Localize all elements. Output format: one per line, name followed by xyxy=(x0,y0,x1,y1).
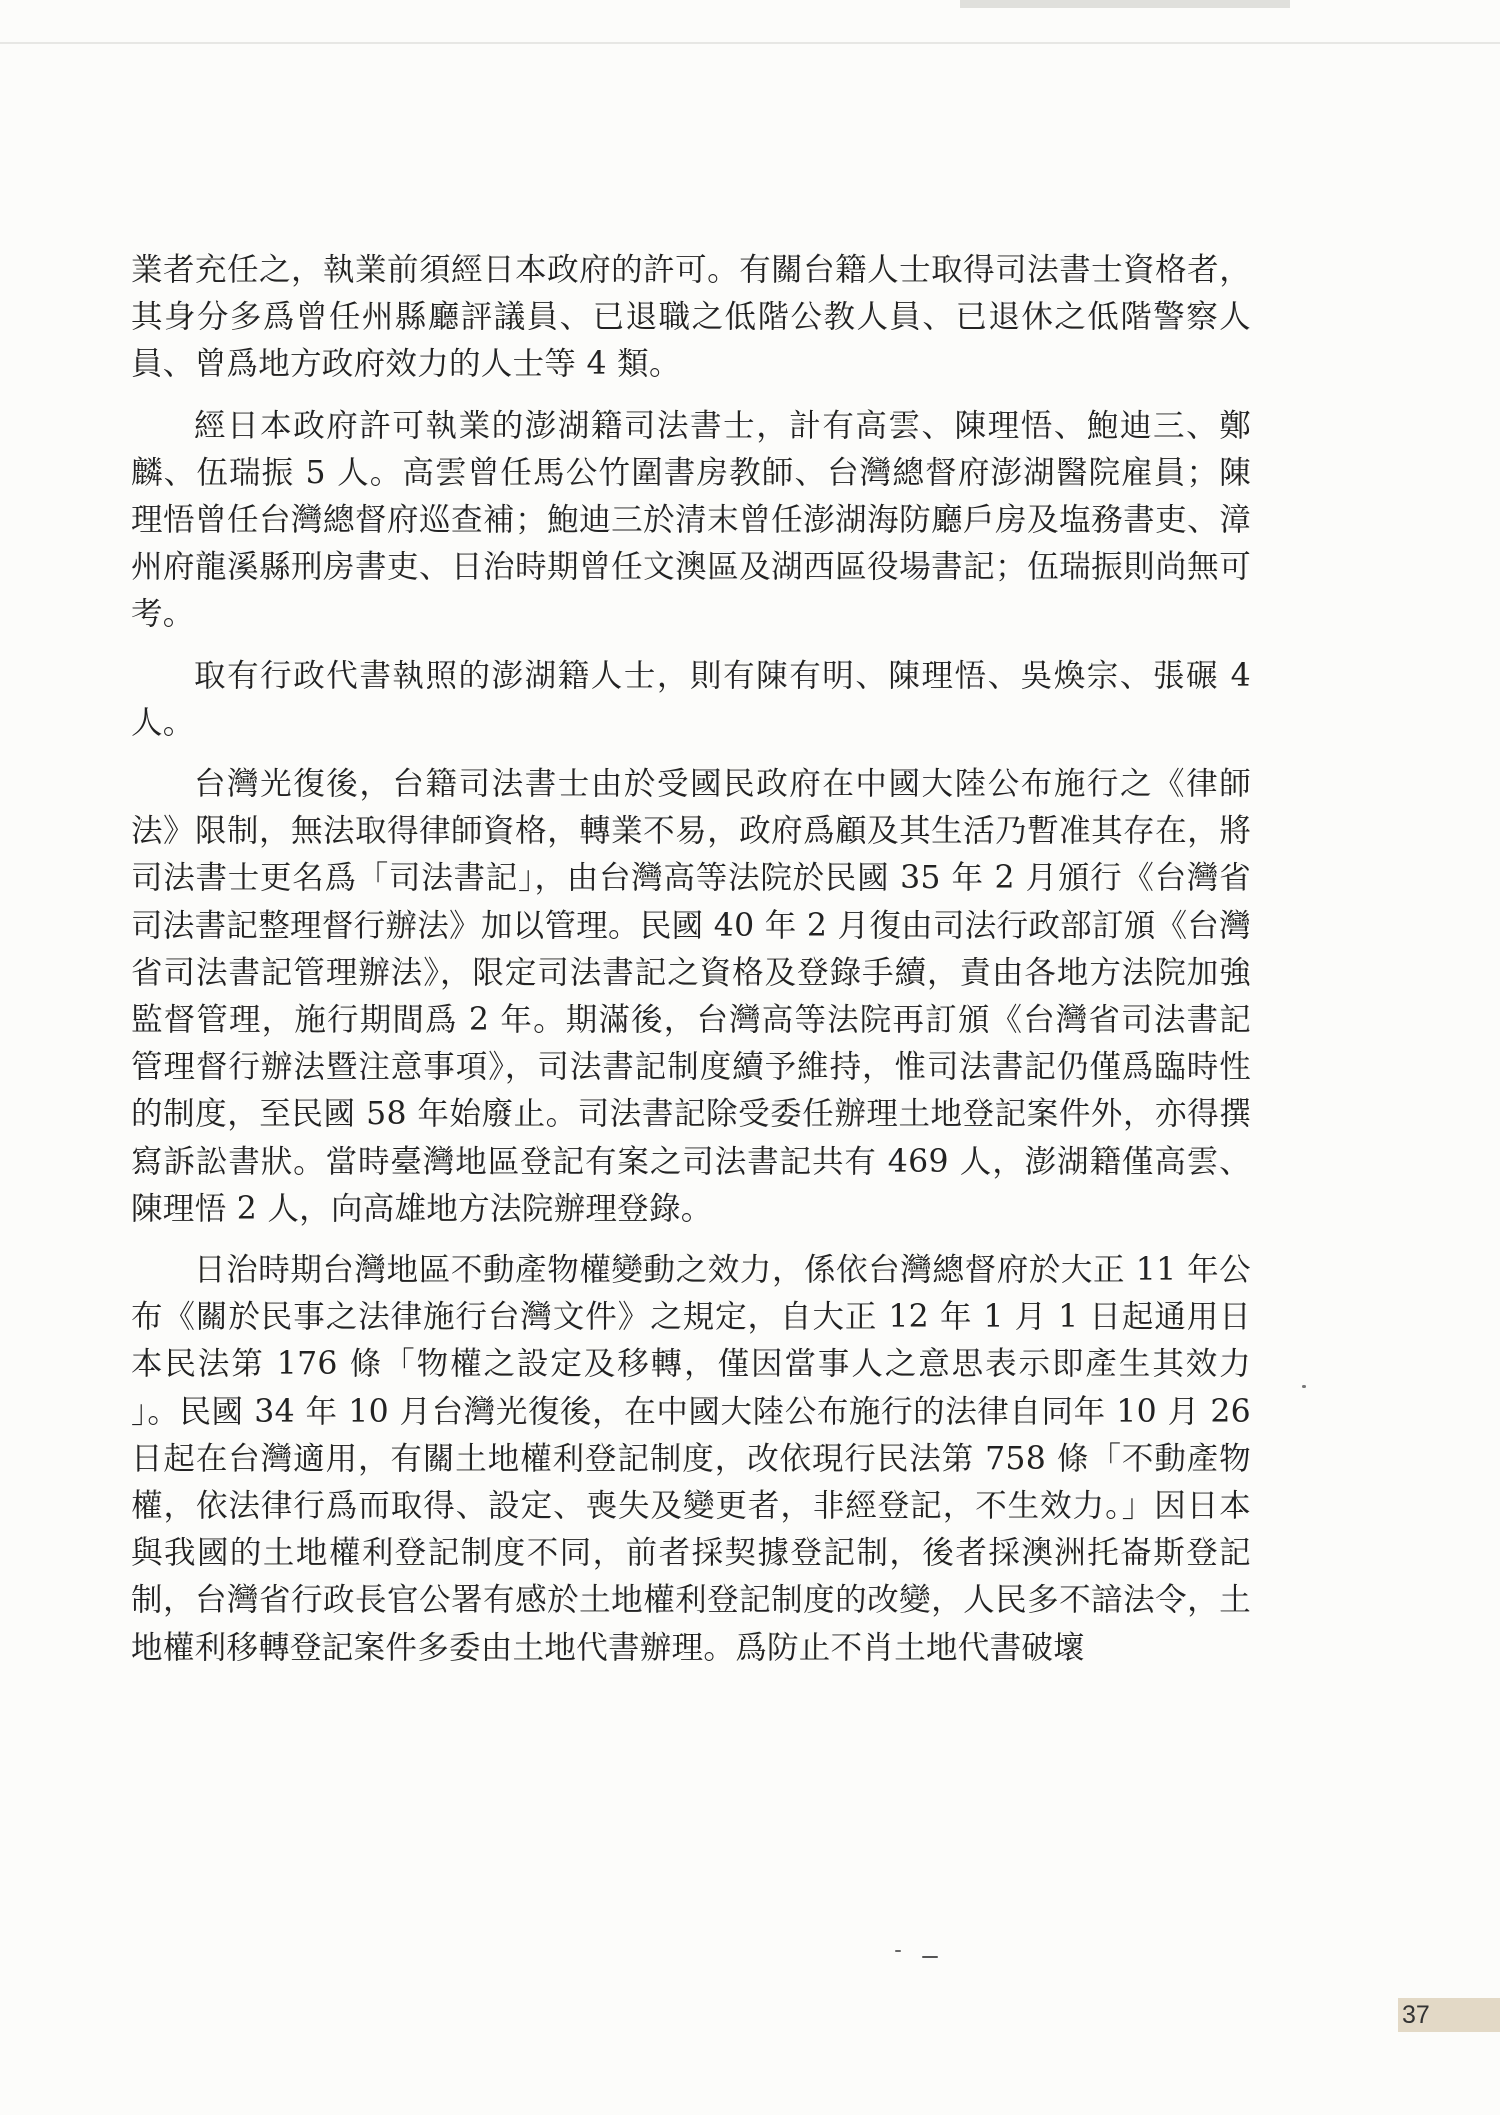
scan-speck xyxy=(1302,1385,1306,1388)
paragraph-4: 台灣光復後，台籍司法書士由於受國民政府在中國大陸公布施行之《律師法》限制，無法取得律師資格，轉業不易，政府爲顧及其生活乃暫准其存在，將司法書士更名爲「司法書記」，由台灣高等法院於民國 35 年 2 月頒行《台灣省司法書記整理督行辦法》加以管理。民國 40 年 2 月復由司法行政部訂頒《台灣省司法書記管理辦法》，限定司法書記之資格及登錄手續，責由各地方法院加強監督管理，施行期間爲 2 年。期滿後，台灣高等法院再訂頒《台灣省司法書記管理督行辦法暨注意事項》，司法書記制度續予維持，惟司法書記仍僅爲臨時性的制度，至民國 58 年始廢止。司法書記除受委任辦理土地登記案件外，亦得撰寫訴訟書狀。當時臺灣地區登記有案之司法書記共有 469 人，澎湖籍僅高雲、陳理悟 2 人，向高雄地方法院辦理登錄。 xyxy=(131,766,1251,1227)
scan-speck xyxy=(895,1950,901,1952)
paragraph-2: 經日本政府許可執業的澎湖籍司法書士，計有高雲、陳理悟、鮑迪三、鄭麟、伍瑞振 5 人。高雲曾任馬公竹圍書房教師、台灣總督府澎湖醫院雇員；陳理悟曾任台灣總督府巡查補；鮑迪三於清末曾任澎湖海防廳戶房及塩務書吏、漳州府龍溪縣刑房書吏、日治時期曾任文澳區及湖西區役場書記；伍瑞振則尚無可考。 xyxy=(131,407,1251,633)
page-number: 37 xyxy=(1402,2001,1430,2029)
body-text xyxy=(131,247,1251,1672)
paragraph-5: 日治時期台灣地區不動產物權變動之效力，係依台灣總督府於大正 11 年公布《關於民事之法律施行台灣文件》之規定，自大正 12 年 1 月 1 日起通用日本民法第 176 條「物權之設定及移轉，僅因當事人之意思表示即產生其效力 」。民國 34 年 10 月台灣光復後，在中國大陸公布施行的法律自同年 10 月 26 日起在台灣適用，有關土地權利登記制度，改依現行民法第 758 條「不動產物權，依法律行爲而取得、設定、喪失及變更者，非經登記，不生效力。」因日本與我國的土地權利登記制度不同，前者採契據登記制，後者採澳洲托崙斯登記制，台灣省行政長官公署有感於土地權利登記制度的改變，人民多不諳法令，土地權利移轉登記案件多委由土地代書辦理。爲防止不肖土地代書破壞 xyxy=(131,1252,1251,1666)
page-edge-mark xyxy=(0,0,1500,8)
paragraph-3: 取有行政代書執照的澎湖籍人士，則有陳有明、陳理悟、吳煥宗、張碾 4 人。 xyxy=(131,657,1251,741)
scan-speck xyxy=(922,1956,938,1958)
top-divider xyxy=(0,42,1500,44)
paragraph-1: 業者充任之，執業前須經日本政府的許可。有關台籍人士取得司法書士資格者，其身分多爲曾任州縣廳評議員、已退職之低階公教人員、已退休之低階警察人員、曾爲地方政府效力的人士等 4 類。 xyxy=(131,252,1251,383)
